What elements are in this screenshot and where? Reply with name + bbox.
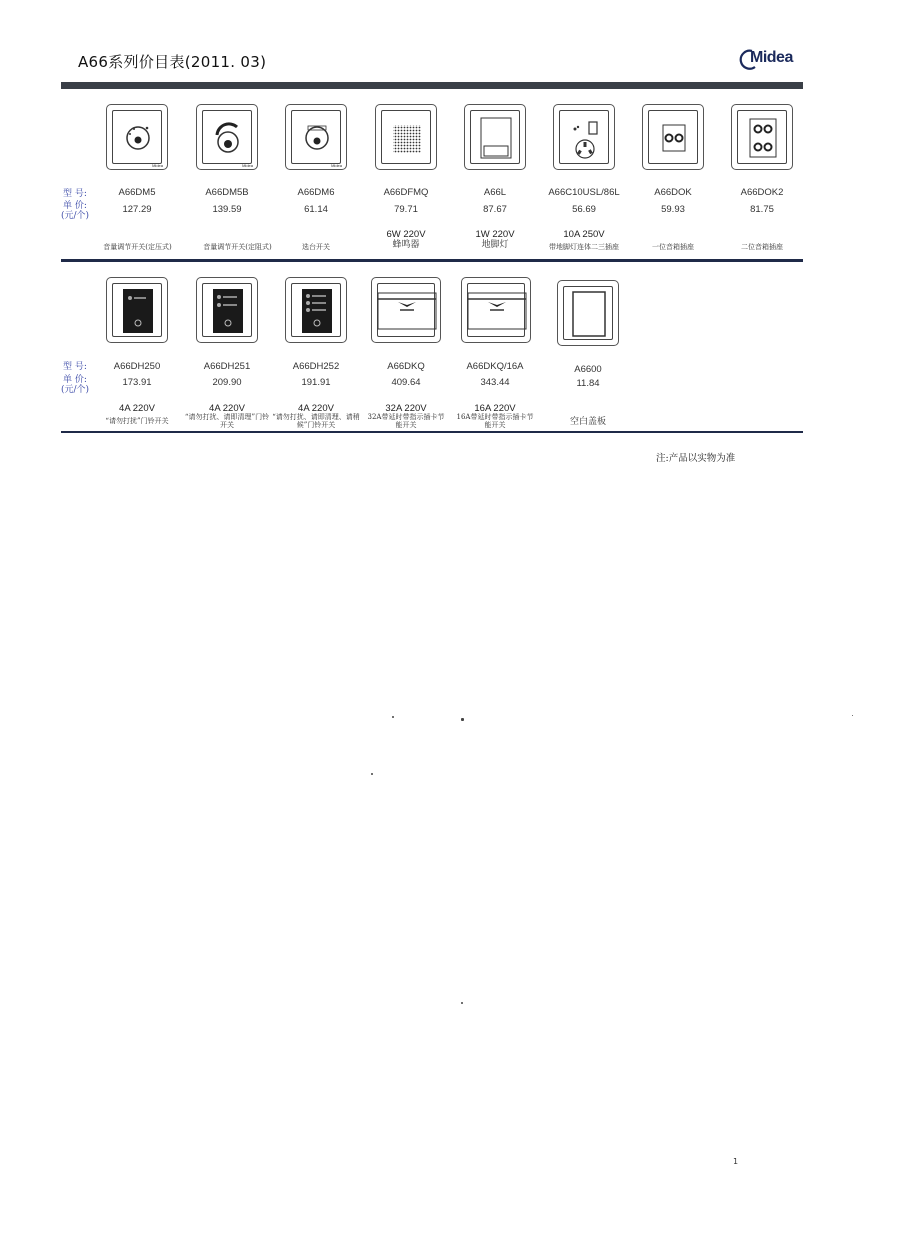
product-price: 127.29 [122, 204, 152, 215]
product-model: A66DH252 [292, 361, 340, 372]
label-model: 型 号: [63, 362, 87, 372]
product-price: 61.14 [304, 204, 328, 215]
power-socket-icon [554, 105, 616, 171]
product-model: A66DH251 [203, 361, 251, 372]
row-divider [61, 259, 803, 262]
product-image-doorbell-1 [106, 277, 168, 343]
row-divider [61, 431, 803, 433]
product-model: A66L [483, 187, 507, 198]
product-image-foot-light [464, 104, 526, 170]
product-description: 地脚灯 [481, 240, 509, 250]
product-model: A66DKQ/16A [466, 361, 524, 372]
product-model: A66DH250 [113, 361, 161, 372]
product-description: “请勿打扰”门铃开关 [105, 417, 169, 425]
product-spec: 4A 220V [298, 403, 334, 414]
product-description: 16A带延时带指示插卡节能开关 [456, 413, 534, 429]
product-price: 343.44 [480, 377, 510, 388]
product-image-socket-combo [553, 104, 615, 170]
product-description: 空白盖板 [569, 417, 606, 427]
label-unit: (元/个) [61, 211, 90, 221]
product-image-card-switch-16a [461, 277, 531, 343]
volume-knob-icon [107, 105, 169, 171]
product-description: 音量调节开关(定阻式) [203, 243, 272, 251]
product-description: 音量调节开关(定压式) [103, 243, 172, 251]
product-price: 11.84 [576, 378, 600, 389]
product-price: 81.75 [750, 204, 774, 215]
product-description: “请勿打扰、请即清理、请稍候”门铃开关 [272, 413, 360, 429]
brand-name: Midea [750, 49, 793, 66]
product-model: A66DM6 [297, 187, 335, 198]
double-speaker-terminal-icon [732, 105, 794, 171]
product-spec: 16A 220V [474, 403, 516, 414]
blank-plate-icon [558, 281, 620, 347]
header-bar [61, 82, 803, 89]
product-description: 二位音箱插座 [741, 243, 783, 251]
product-description: 32A带延时带指示插卡节能开关 [367, 413, 445, 429]
brand-logo [738, 48, 808, 70]
product-image-doorbell-2 [196, 277, 258, 343]
product-image-knob-dial: Midea [106, 104, 168, 170]
product-price: 409.64 [391, 377, 421, 388]
doorbell-panel-icon [286, 278, 348, 344]
product-image-knob-selector: Midea [285, 104, 347, 170]
foot-light-icon [465, 105, 527, 171]
product-price: 209.90 [212, 377, 242, 388]
product-price: 79.71 [394, 204, 418, 215]
product-image-knob-arc: Midea [196, 104, 258, 170]
doorbell-panel-icon [107, 278, 169, 344]
doorbell-panel-icon [197, 278, 259, 344]
product-price: 173.91 [122, 377, 152, 388]
product-model: A66DOK2 [740, 187, 784, 198]
product-image-doorbell-3 [285, 277, 347, 343]
product-spec: 32A 220V [385, 403, 427, 414]
product-model: A66DM5B [205, 187, 249, 198]
product-image-blank-plate [557, 280, 619, 346]
product-model: A66DFMQ [383, 187, 429, 198]
product-model: A66C10USL/86L [548, 187, 620, 198]
product-description: 带地脚灯连体二三插座 [549, 243, 619, 251]
product-image-speaker-terminal-1 [642, 104, 704, 170]
scan-speck [852, 715, 853, 716]
card-slot-icon [462, 278, 532, 344]
product-image-speaker-terminal-2 [731, 104, 793, 170]
page-title: A66系列价目表(2011. 03) [78, 53, 267, 71]
card-slot-icon [372, 278, 442, 344]
product-model: A6600 [574, 364, 602, 375]
scan-speck [461, 1002, 463, 1004]
product-image-card-switch [371, 277, 441, 343]
scan-speck [392, 716, 394, 718]
label-model: 型 号: [63, 189, 87, 199]
buzzer-grille-icon [376, 105, 438, 171]
product-model: A66DOK [654, 187, 692, 198]
footnote: 注:产品以实物为准 [656, 453, 736, 464]
volume-knob-arc-icon [197, 105, 259, 171]
product-description: 一位音箱插座 [652, 243, 694, 251]
product-image-speaker-grille [375, 104, 437, 170]
product-model: A66DKQ [387, 361, 425, 372]
product-price: 87.67 [483, 204, 507, 215]
product-price: 56.69 [572, 204, 596, 215]
label-price: 单 价: [63, 201, 87, 211]
product-spec: 4A 220V [119, 403, 155, 414]
product-description: 选台开关 [302, 243, 330, 251]
label-price: 单 价: [63, 375, 87, 385]
product-price: 59.93 [661, 204, 685, 215]
channel-selector-icon [286, 105, 348, 171]
scan-speck [461, 718, 464, 721]
scan-speck [371, 773, 373, 775]
product-price: 191.91 [301, 377, 331, 388]
product-price: 139.59 [212, 204, 242, 215]
product-spec: 6W 220V [386, 229, 426, 240]
label-unit: (元/个) [61, 385, 90, 395]
product-model: A66DM5 [118, 187, 156, 198]
product-spec: 4A 220V [209, 403, 245, 414]
product-spec: 10A 250V [563, 229, 605, 240]
speaker-terminal-icon [643, 105, 705, 171]
product-description: “请勿打扰、请即清理”门铃开关 [184, 413, 270, 429]
page-number: 1 [733, 1157, 739, 1166]
product-description: 蜂鸣器 [392, 240, 420, 250]
product-spec: 1W 220V [475, 229, 515, 240]
